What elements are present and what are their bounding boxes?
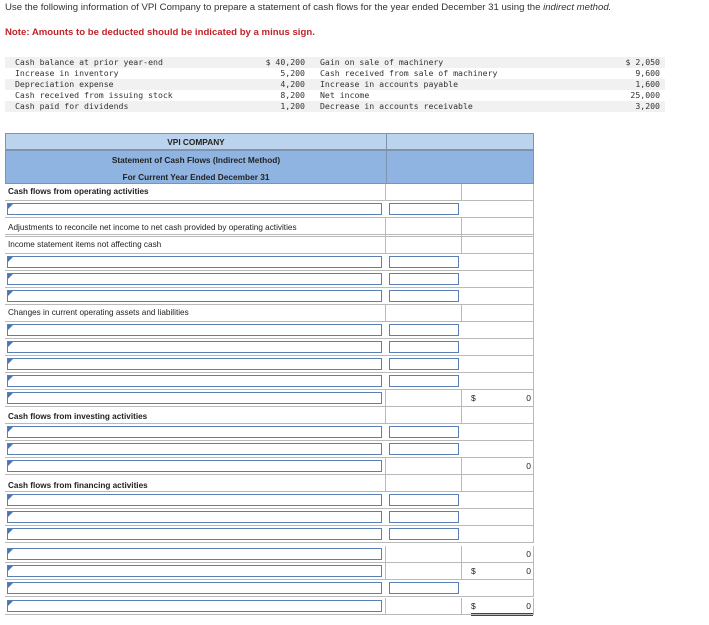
- amount-input[interactable]: [389, 375, 459, 387]
- amount-input[interactable]: [389, 494, 459, 506]
- investing-total-row: [5, 458, 534, 475]
- instructions: [5, 2, 705, 14]
- info-row: Cash received from issuing stock 8,200 Net income 25,000: [15, 90, 660, 100]
- amount-input[interactable]: [389, 528, 459, 540]
- info-row: Cash balance at prior year-end $ 40,200 Gain on sale of machinery $ 2,050: [5, 57, 665, 68]
- total-label-dropdown[interactable]: [7, 548, 382, 560]
- entry-row: [5, 441, 534, 458]
- entry-row: [5, 492, 534, 509]
- info-row: Depreciation expense 4,200 Increase in accounts payable 1,600: [5, 79, 665, 90]
- operating-heading-row: [5, 184, 534, 201]
- account-dropdown[interactable]: [7, 426, 382, 438]
- amount-input[interactable]: [389, 341, 459, 353]
- account-dropdown[interactable]: [7, 290, 382, 302]
- net-change-total: $ 0: [471, 566, 531, 576]
- entry-row: [5, 322, 534, 339]
- amount-input[interactable]: [389, 290, 459, 302]
- amount-input[interactable]: [389, 443, 459, 455]
- entry-row: [5, 339, 534, 356]
- financing-total-row: [5, 546, 534, 563]
- total-label-dropdown[interactable]: [7, 460, 382, 472]
- info-row: Cash paid for dividends 1,200 Decrease in accounts receivable 3,200: [5, 101, 665, 112]
- ending-cash-row: [5, 598, 534, 615]
- entry-row: [5, 373, 534, 390]
- net-change-row: [5, 563, 534, 580]
- account-dropdown[interactable]: [7, 511, 382, 523]
- working-capital-row: [5, 305, 534, 322]
- total-label-dropdown[interactable]: [7, 565, 382, 577]
- financing-heading-row: [5, 475, 534, 492]
- company-name: VPI COMPANY: [167, 137, 225, 147]
- account-dropdown[interactable]: [7, 375, 382, 387]
- total-label-dropdown[interactable]: [7, 392, 382, 404]
- entry-row: [5, 509, 534, 526]
- account-dropdown[interactable]: [7, 528, 382, 540]
- instructions-note: Note: Amounts to be deducted should be indicated by a minus sign.: [5, 27, 315, 38]
- adjustments-label: Adjustments to reconcile net income to net cash provided by operating activities: [8, 223, 297, 232]
- account-dropdown[interactable]: [7, 341, 382, 353]
- amount-input[interactable]: [389, 324, 459, 336]
- statement-title: Statement of Cash Flows (Indirect Method): [111, 155, 281, 165]
- entry-row: [5, 254, 534, 271]
- account-dropdown[interactable]: [7, 273, 382, 285]
- entry-row: [5, 356, 534, 373]
- entry-row: [5, 526, 534, 543]
- total-label-dropdown[interactable]: [7, 582, 382, 594]
- financing-total: 0: [526, 549, 531, 559]
- entry-row: [5, 271, 534, 288]
- operating-heading: Cash flows from operating activities: [8, 187, 149, 196]
- instructions-method: indirect method.: [543, 2, 612, 13]
- amount-input[interactable]: [389, 582, 459, 594]
- entry-row: [5, 288, 534, 305]
- amount-input[interactable]: [389, 256, 459, 268]
- instructions-text: Use the following information of VPI Company to prepare a statement of cash flows for the year ended December 31 using the: [5, 2, 541, 13]
- statement-company-header: [5, 133, 534, 150]
- investing-heading-row: [5, 407, 534, 424]
- info-row: Increase in inventory 5,200 Cash received from sale of machinery 9,600: [15, 68, 660, 78]
- beginning-cash-row: [5, 580, 534, 597]
- adjustments-row: [5, 220, 534, 237]
- investing-total: 0: [526, 461, 531, 471]
- operating-total: $ 0: [471, 393, 531, 403]
- ending-cash-total: $ 0: [471, 599, 533, 616]
- working-capital-label: Changes in current operating assets and liabilities: [8, 308, 189, 317]
- statement-period: For Current Year Ended December 31: [122, 172, 270, 182]
- amount-input[interactable]: [389, 426, 459, 438]
- amount-input[interactable]: [389, 358, 459, 370]
- total-label-dropdown[interactable]: [7, 600, 382, 612]
- financing-heading: Cash flows from financing activities: [8, 481, 148, 490]
- account-dropdown[interactable]: [7, 203, 382, 215]
- entry-row: [5, 201, 534, 218]
- noncash-label: Income statement items not affecting cash: [8, 240, 162, 249]
- operating-total-row: [5, 390, 534, 407]
- account-dropdown[interactable]: [7, 256, 382, 268]
- account-dropdown[interactable]: [7, 443, 382, 455]
- account-dropdown[interactable]: [7, 358, 382, 370]
- amount-input[interactable]: [389, 203, 459, 215]
- amount-input[interactable]: [389, 273, 459, 285]
- account-dropdown[interactable]: [7, 494, 382, 506]
- investing-heading: Cash flows from investing activities: [8, 412, 148, 421]
- statement-title-header: [5, 150, 534, 184]
- account-dropdown[interactable]: [7, 324, 382, 336]
- noncash-row: [5, 237, 534, 254]
- entry-row: [5, 424, 534, 441]
- amount-input[interactable]: [389, 511, 459, 523]
